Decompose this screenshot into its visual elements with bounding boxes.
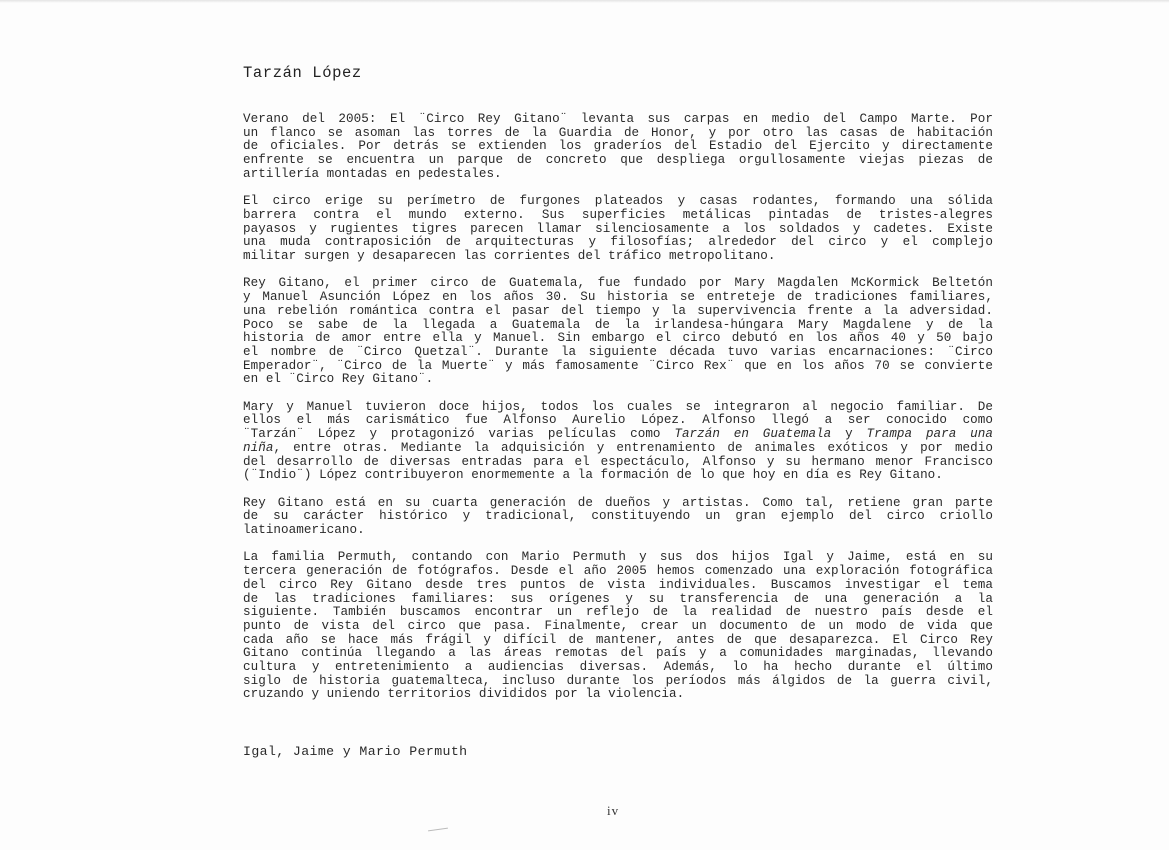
text-segment: payasos y rugientes tigres parecen llamar silenciosamente a los soldados y cadetes. Existe <box>243 221 993 236</box>
text-line <box>243 360 993 374</box>
text-line <box>243 236 993 250</box>
text-line <box>243 579 993 593</box>
text-segment: siglo de historia guatemalteca, incluso durante los períodos más álgidos de la guerra civil, <box>243 673 993 688</box>
text-line <box>243 661 993 675</box>
page-title: Tarzán López <box>243 64 362 82</box>
text-segment: Verano del 2005: El ¨Circo Rey Gitano¨ levanta sus carpas en medio del Campo Marte. Por <box>243 112 993 126</box>
scan-mark <box>428 828 448 832</box>
text-line <box>243 127 993 141</box>
text-segment: un flanco se asoman las torres de la Guardia de Honor, y por otro las casas de habitación <box>243 125 993 140</box>
text-segment: del circo Rey Gitano desde tres puntos de vista individuales. Buscamos investigar el tema <box>243 577 993 592</box>
text-line <box>243 154 993 168</box>
text-segment: La familia Permuth, contando con Mario Permuth y sus dos hijos Igal y Jaime, está en su <box>243 550 993 565</box>
text-segment: de su carácter histórico y tradicional, constituyendo un gran ejemplo del circo criollo <box>243 509 993 524</box>
document-body <box>243 113 993 716</box>
text-segment: punto de vista del circo que pasa. Finalmente, crear un documento de un modo de vida que <box>243 618 993 633</box>
text-segment: Gitano continúa llegando a las áreas remotas del país y a comunidades marginadas, llevando <box>243 646 993 661</box>
text-segment: una muda contraposición de arquitecturas y filosofías; alrededor del circo y el complejo <box>243 235 993 250</box>
text-line <box>243 647 993 661</box>
text-segment: cruzando y uniendo territorios divididos por la violencia. <box>243 687 685 702</box>
text-line <box>243 469 993 483</box>
italic-title: Trampa para una <box>866 427 993 442</box>
text-segment: Rey Gitano, el primer circo de Guatemala, fue fundado por Mary Magdalen McKormick Beltetón <box>243 276 993 291</box>
text-segment: barrera contra el mundo externo. Sus superficies metálicas pintadas de tristes-alegres <box>243 207 993 222</box>
text-line <box>243 140 993 154</box>
paragraph <box>243 113 993 182</box>
text-line <box>243 442 993 456</box>
text-segment: latinoamericano. <box>243 523 365 538</box>
text-segment: y Manuel Asunción López en los años 30. Su historia se entreteje de tradiciones familiares, <box>243 290 993 305</box>
page-top-edge <box>0 0 1169 3</box>
text-segment: Poco se sabe de la llegada a Guatemala de la irlandesa-húngara Mary Magdalene y de la <box>243 317 993 332</box>
italic-title: Tarzán en Guatemala <box>674 427 832 442</box>
text-line <box>243 620 993 634</box>
text-line <box>243 373 993 387</box>
text-segment: de las tradiciones familiares: sus orígenes y su transferencia de una generación a la <box>243 591 993 606</box>
text-line <box>243 277 993 291</box>
paragraph <box>243 401 993 483</box>
text-line <box>243 291 993 305</box>
text-segment: Emperador¨, ¨Circo de la Muerte¨ y más famosamente ¨Circo Rex¨ que en los años 70 se convierte <box>243 358 993 373</box>
text-line <box>243 634 993 648</box>
text-line <box>243 401 993 415</box>
paragraph <box>243 277 993 387</box>
text-line <box>243 524 993 538</box>
text-line <box>243 456 993 470</box>
text-segment: , entre otras. Mediante la adquisición y entrenamiento de animales exóticos y por medio <box>273 440 993 455</box>
text-segment: cultura y entretenimiento a audiencias diversas. Además, lo ha hecho durante el último <box>243 660 993 675</box>
text-segment: del desarrollo de diversas entradas para el espectáculo, Alfonso y su hermano menor Francisco <box>243 454 993 469</box>
text-line <box>243 195 993 209</box>
signature: Igal, Jaime y Mario Permuth <box>243 744 468 759</box>
text-segment: militar surgen y desaparecen las corrientes del tráfico metropolitano. <box>243 249 776 264</box>
paragraph <box>243 551 993 702</box>
text-segment: y <box>831 427 867 442</box>
text-line <box>243 209 993 223</box>
text-line <box>243 688 993 702</box>
text-line <box>243 168 993 182</box>
text-line <box>243 319 993 333</box>
text-line <box>243 305 993 319</box>
text-line <box>243 510 993 524</box>
text-segment: el nombre de ¨Circo Quetzal¨. Durante la siguiente década tuvo varias encarnaciones: ¨Circo <box>243 344 993 359</box>
text-line <box>243 675 993 689</box>
text-segment: ellos el más carismático fue Alfonso Aurelio López. Alfonso llegó a ser conocido como <box>243 413 993 428</box>
text-line <box>243 606 993 620</box>
text-line <box>243 332 993 346</box>
text-line <box>243 250 993 264</box>
text-line <box>243 414 993 428</box>
paragraph <box>243 497 993 538</box>
page-number: iv <box>607 803 620 818</box>
text-segment: historia de amor entre ella y Manuel. Sin embargo el circo debutó en los años 40 y 50 bajo <box>243 331 993 346</box>
text-segment: siguiente. También buscamos encontrar un reflejo de la realidad de nuestro país desde el <box>243 605 993 620</box>
text-line <box>243 497 993 511</box>
text-segment: enfrente se encuentra un parque de concreto que despliega orgullosamente viejas piezas de <box>243 153 993 168</box>
text-line <box>243 113 993 127</box>
text-segment: cada año se hace más frágil y difícil de mantener, antes de que desaparezca. El Circo Rey <box>243 632 993 647</box>
text-line <box>243 428 993 442</box>
text-line <box>243 223 993 237</box>
text-segment: una rebelión romántica contra el pasar del tiempo y la supervivencia frente a la adversidad. <box>243 303 993 318</box>
text-line <box>243 346 993 360</box>
text-segment: (¨Indio¨) López contribuyeron enormemente a la formación de lo que hoy en día es Rey Gitano. <box>243 468 943 483</box>
text-segment: en el ¨Circo Rey Gitano¨. <box>243 372 434 387</box>
text-line <box>243 551 993 565</box>
text-segment: Mary y Manuel tuvieron doce hijos, todos los cuales se integraron al negocio familiar. De <box>243 399 993 414</box>
text-segment: ¨Tarzán¨ López y protagonizó varias películas como <box>243 427 675 442</box>
text-segment: de oficiales. Por detrás se extienden los graderíos del Estadio del Ejercito y directamente <box>243 139 993 154</box>
text-segment: artillería montadas en pedestales. <box>243 166 502 181</box>
text-segment: tercera generación de fotógrafos. Desde el año 2005 hemos comenzado una exploración fotográfica <box>243 564 993 579</box>
italic-title: niña <box>243 440 274 455</box>
paragraph <box>243 195 993 264</box>
text-line <box>243 565 993 579</box>
text-segment: El circo erige su perímetro de furgones plateados y casas rodantes, formando una sólida <box>243 194 993 209</box>
text-segment: Rey Gitano está en su cuarta generación de dueños y artistas. Como tal, retiene gran parte <box>243 495 993 510</box>
text-line <box>243 593 993 607</box>
